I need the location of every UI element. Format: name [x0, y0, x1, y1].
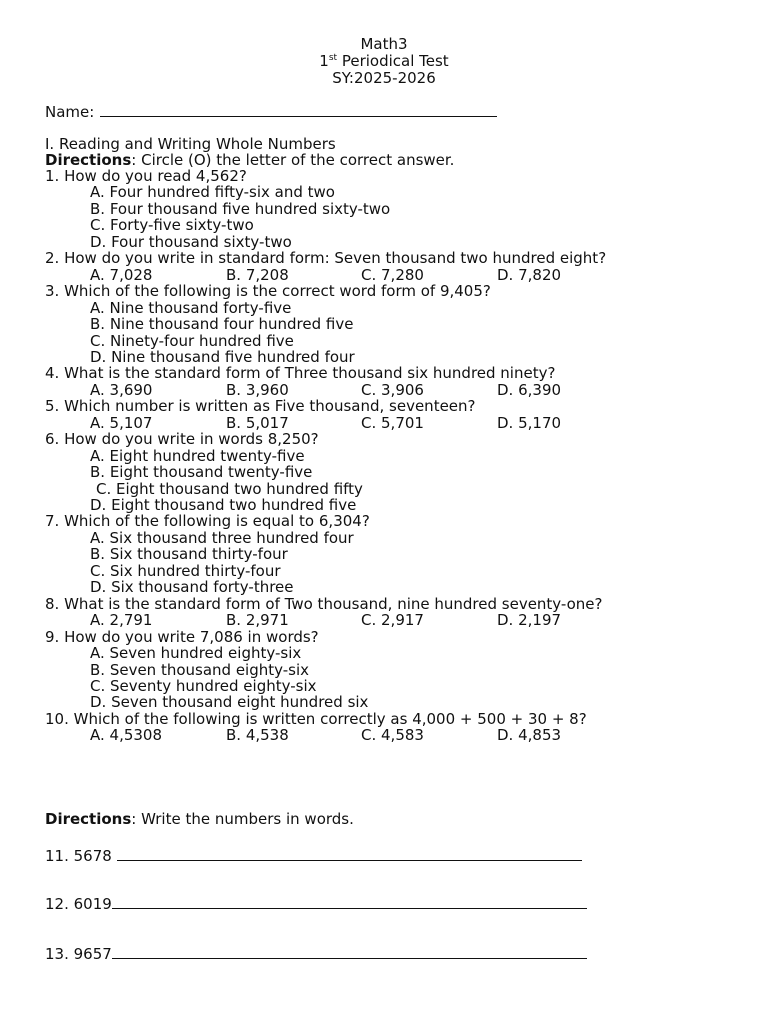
question-item — [45, 283, 745, 365]
test-name: Periodical Test — [337, 52, 449, 70]
write-item-label: 13. 9657 — [45, 945, 112, 963]
answer-option[interactable]: B. Nine thousand four hundred five — [90, 315, 354, 334]
answer-option[interactable]: A. Eight hundred twenty-five — [90, 446, 305, 465]
write-item — [45, 943, 587, 963]
answer-option[interactable]: B. 5,017 — [226, 413, 289, 432]
answer-option[interactable]: C. 7,280 — [361, 265, 424, 284]
answer-option[interactable]: D. 6,390 — [497, 380, 562, 399]
section-title: I. Reading and Writing Whole Numbers — [45, 135, 336, 153]
answer-option[interactable]: D. Nine thousand five hundred four — [90, 347, 355, 366]
test-header — [0, 36, 768, 87]
answer-option[interactable]: A. Four hundred fifty-six and two — [90, 183, 335, 202]
answer-option[interactable]: B. 2,971 — [226, 611, 289, 630]
answer-option[interactable]: B. 3,960 — [226, 380, 289, 399]
school-year: SY:2025-2026 — [332, 69, 436, 87]
answer-option[interactable]: A. 3,690 — [90, 380, 153, 399]
answer-option[interactable]: A. 4,5308 — [90, 726, 163, 745]
name-answer-line[interactable] — [100, 101, 497, 117]
question-item — [45, 365, 745, 398]
write-answer-line[interactable] — [117, 845, 582, 861]
question-text: 3. Which of the following is the correct word form of 9,405? — [45, 282, 491, 301]
question-item — [45, 398, 745, 431]
answer-option[interactable]: B. Eight thousand twenty-five — [90, 463, 313, 482]
answer-option[interactable]: C. Forty-five sixty-two — [90, 216, 254, 235]
answer-option[interactable]: C. 2,917 — [361, 611, 424, 630]
answer-option[interactable]: A. 2,791 — [90, 611, 153, 630]
answer-option[interactable]: D. 2,197 — [497, 611, 562, 630]
answer-option[interactable]: A. Six thousand three hundred four — [90, 528, 354, 547]
section2-directions — [45, 810, 354, 828]
answer-options — [45, 727, 745, 743]
question-text: 8. What is the standard form of Two thousand, nine hundred seventy-one? — [45, 594, 603, 613]
directions-label: Directions — [45, 151, 132, 169]
question-item — [45, 711, 745, 744]
test-title — [0, 53, 768, 70]
answer-option[interactable]: A. Nine thousand forty-five — [90, 298, 292, 317]
subject-title: Math3 — [360, 35, 408, 53]
question-item — [45, 431, 745, 513]
answer-options — [45, 612, 745, 628]
write-item — [45, 893, 587, 913]
question-list — [45, 168, 745, 744]
directions-label: Directions — [45, 810, 132, 828]
answer-option[interactable]: A. Seven hundred eighty-six — [90, 644, 302, 663]
answer-options — [45, 415, 745, 431]
name-row — [45, 101, 497, 121]
answer-option[interactable]: B. Four thousand five hundred sixty-two — [90, 199, 391, 218]
answer-options — [45, 267, 745, 283]
question-text: 9. How do you write 7,086 in words? — [45, 627, 319, 646]
question-item — [45, 250, 745, 283]
write-item-label: 12. 6019 — [45, 895, 112, 913]
answer-option[interactable]: C. 4,583 — [361, 726, 424, 745]
answer-option[interactable]: B. 4,538 — [226, 726, 289, 745]
answer-option[interactable]: C. Six hundred thirty-four — [90, 561, 281, 580]
answer-option[interactable]: C. Ninety-four hundred five — [90, 331, 294, 350]
answer-option[interactable]: B. 7,208 — [226, 265, 289, 284]
answer-option[interactable]: B. Six thousand thirty-four — [90, 545, 288, 564]
answer-options — [45, 382, 745, 398]
question-item — [45, 596, 745, 629]
answer-option[interactable]: A. 5,107 — [90, 413, 153, 432]
answer-option[interactable]: D. Eight thousand two hundred five — [90, 496, 357, 515]
write-answer-line[interactable] — [112, 893, 587, 909]
directions-text: : Circle (O) the letter of the correct answer. — [131, 151, 455, 169]
write-item-label: 11. 5678 — [45, 847, 117, 865]
answer-option[interactable]: C. Eight thousand two hundred fifty — [96, 479, 363, 498]
question-text: 1. How do you read 4,562? — [45, 167, 247, 185]
answer-option[interactable]: D. 7,820 — [497, 265, 562, 284]
answer-option[interactable]: C. 3,906 — [361, 380, 424, 399]
question-item — [45, 168, 745, 250]
answer-option[interactable]: C. 5,701 — [361, 413, 424, 432]
test-number: 1 — [319, 52, 329, 70]
answer-option[interactable]: D. Six thousand forty-three — [90, 578, 294, 597]
question-text: 5. Which number is written as Five thousand, seventeen? — [45, 397, 476, 416]
answer-option[interactable]: C. Seventy hundred eighty-six — [90, 676, 317, 695]
answer-option[interactable]: D. Four thousand sixty-two — [90, 232, 292, 251]
question-text: 2. How do you write in standard form: Seven thousand two hundred eight? — [45, 249, 607, 268]
answer-option[interactable]: A. 7,028 — [90, 265, 153, 284]
question-text: 7. Which of the following is equal to 6,304? — [45, 512, 370, 531]
answer-option[interactable]: B. Seven thousand eighty-six — [90, 660, 310, 679]
question-item — [45, 513, 745, 595]
answer-option[interactable]: D. 4,853 — [497, 726, 562, 745]
question-text: 4. What is the standard form of Three thousand six hundred ninety? — [45, 364, 556, 383]
answer-option[interactable]: D. 5,170 — [497, 413, 562, 432]
question-item — [45, 629, 745, 711]
question-text: 10. Which of the following is written correctly as 4,000 + 500 + 30 + 8? — [45, 709, 587, 728]
directions-text: : Write the numbers in words. — [131, 810, 354, 828]
write-item — [45, 845, 582, 865]
answer-option[interactable]: D. Seven thousand eight hundred six — [90, 693, 369, 712]
write-answer-line[interactable] — [112, 943, 587, 959]
question-text: 6. How do you write in words 8,250? — [45, 430, 319, 449]
test-ordinal-suffix: st — [328, 53, 338, 63]
name-label: Name: — [45, 103, 95, 121]
